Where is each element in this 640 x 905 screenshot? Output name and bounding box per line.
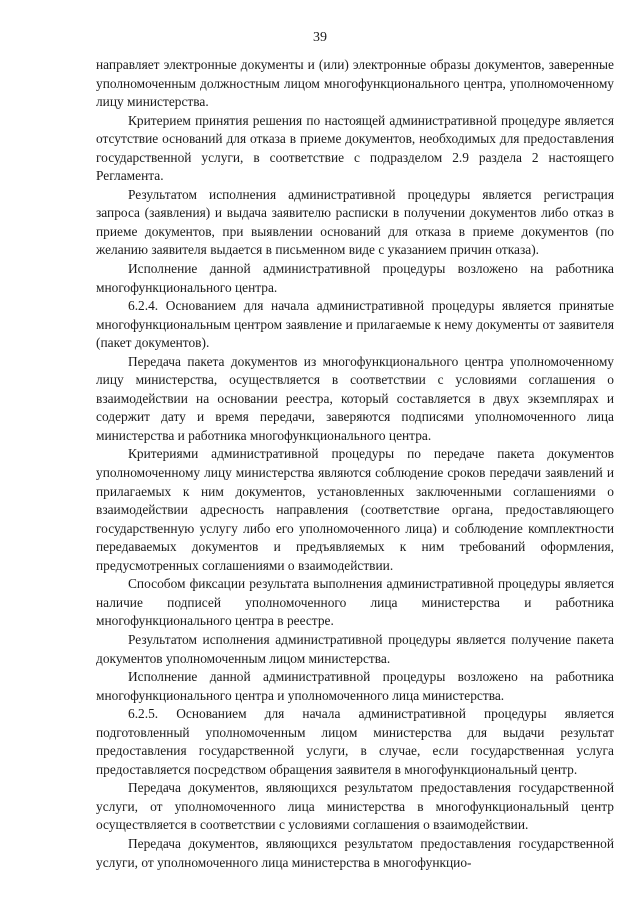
paragraph: Результатом исполнения административной процедуры является регистрация запроса (заявления) и выдача заявителю расписки в получении документов либо отказ в приеме документов, при выявлении оснований для отказа в приеме документов (по желанию заявителя выдается в письменном виде с указанием причин отказа). bbox=[96, 186, 614, 258]
paragraph: Передача документов, являющихся результатом предоставления государственной услуги, от уполномоченного лица министерства в многофункциональный центр осуществляется в соответствии с условиями соглашения о взаимодействии. bbox=[96, 780, 614, 833]
paragraph: Критериями административной процедуры по передаче пакета документов уполномоченному лицу министерства являются соблюдение сроков передачи заявлений и прилагаемых к ним документов, установленных заключенными соглашениями о взаимодействии адресность направления (соответствие органа, предоставляющего государственную услугу либо его уполномоченного лица) и соблюдение комплектности передаваемых документов и предъявляемых к ним требований оформления, предусмотренных соглашениями о взаимодействии. bbox=[96, 446, 614, 573]
paragraph: Передача пакета документов из многофункционального центра уполномоченному лицу министерства, осуществляется в соответствии с условиями соглашения о взаимодействии на основании реестра, который составляется в двух экземплярах и содержит дату и время передачи, заверяются подписями уполномоченного лица министерства и работника многофункционального центра. bbox=[96, 353, 614, 443]
paragraph: направляет электронные документы и (или) электронные образы документов, заверенные уполномоченным должностным лицом многофункционального центра, уполномоченному лицу министерства. bbox=[96, 57, 614, 110]
page-number: 39 bbox=[313, 30, 327, 45]
paragraph: Результатом исполнения административной процедуры является получение пакета документов уполномоченным лицом министерства. bbox=[96, 631, 614, 666]
paragraph: Исполнение данной административной процедуры возложено на работника многофункционального центра. bbox=[96, 261, 614, 295]
paragraph: Передача документов, являющихся результатом предоставления государственной услуги, от уполномоченного лица министерства в многофункцио- bbox=[96, 835, 614, 870]
paragraph: Способом фиксации результата выполнения административной процедуры является наличие подписей уполномоченного лица министерства и работника многофункционального центра в реестре. bbox=[96, 576, 614, 629]
document-body bbox=[96, 56, 614, 872]
paragraph: Критерием принятия решения по настоящей административной процедуре является отсутствие оснований для отказа в приеме документов, необходимых для предоставления государственной услуги, в соответствие с подразделом 2.9 раздела 2 настоящего Регламента. bbox=[96, 112, 614, 184]
paragraph: 6.2.5. Основанием для начала административной процедуры является подготовленный уполномоченным лицом министерства для выдачи результат предоставления государственной услуги, в случае, если государственная услуга предоставляется посредством обращения заявителя в многофункциональный центр. bbox=[96, 706, 614, 777]
paragraph: Исполнение данной административной процедуры возложено на работника многофункционального центра и уполномоченного лица министерства. bbox=[96, 669, 614, 703]
paragraph: 6.2.4. Основанием для начала административной процедуры является принятые многофункциональным центром заявление и прилагаемые к нему документы от заявителя (пакет документов). bbox=[96, 298, 614, 351]
